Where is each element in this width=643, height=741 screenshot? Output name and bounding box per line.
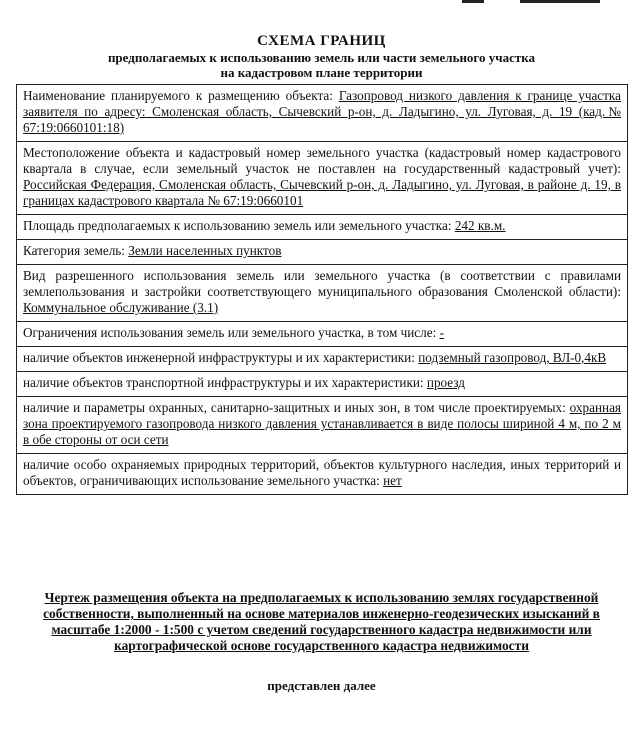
document-subtitle: предполагаемых к использованию земель или части земельного участка xyxy=(107,50,536,65)
row-value: Коммунальное обслуживание (3.1) xyxy=(23,300,219,315)
row-value: 242 кв.м. xyxy=(454,218,506,233)
table-row xyxy=(17,372,628,397)
table-row xyxy=(17,322,628,347)
table-cell xyxy=(17,215,628,240)
table-row xyxy=(17,397,628,454)
table-row xyxy=(17,265,628,322)
table-cell xyxy=(17,240,628,265)
table-row xyxy=(17,215,628,240)
row-label: Наименование планируемого к размещению объекта: xyxy=(23,88,333,103)
table-cell xyxy=(17,322,628,347)
table-row xyxy=(17,85,628,142)
table-cell xyxy=(17,85,628,142)
drawing-note xyxy=(20,590,623,654)
table-cell xyxy=(17,265,628,322)
table-row xyxy=(17,347,628,372)
row-label: наличие объектов транспортной инфраструктуры и их характеристики: xyxy=(23,375,424,390)
row-value: проезд xyxy=(426,375,466,390)
table-cell xyxy=(17,372,628,397)
table-cell xyxy=(17,454,628,495)
scan-mark xyxy=(462,0,484,3)
row-value: Земли населенных пунктов xyxy=(128,243,282,258)
table-cell xyxy=(17,347,628,372)
row-label: наличие и параметры охранных, санитарно-защитных и иных зон, в том числе проектируемых: xyxy=(23,400,566,415)
row-label: Категория земель: xyxy=(23,243,125,258)
row-value: Российская Федерация, Смоленская область, Сычевский р-он, д. Ладыгино, ул. Луговая, в районе д. 19, в границах кадастрового квартала № 67:19:0660101 xyxy=(23,177,621,208)
table-row xyxy=(17,142,628,215)
row-label: Площадь предполагаемых к использованию земель или земельного участка: xyxy=(23,218,452,233)
row-label: Вид разрешенного использования земель или земельного участка (в соответствии с правилами землепользования и застройки соответствующего муниципального образования Смоленской области): xyxy=(23,268,621,299)
row-value: - xyxy=(439,325,444,340)
row-value: нет xyxy=(383,473,402,488)
document-subtitle: на кадастровом плане территории xyxy=(220,65,423,80)
row-value: подземный газопровод, ВЛ-0,4кВ xyxy=(418,350,607,365)
table-row xyxy=(17,454,628,495)
boundary-info-table xyxy=(16,84,628,495)
table-row xyxy=(17,240,628,265)
row-label: Местоположение объекта и кадастровый номер земельного участка (кадастровый номер кадастрового квартала в случае, если земельный участок не поставлен на государственный кадастровый учет): xyxy=(23,145,621,176)
row-value: Газопровод низкого давления к границе участка заявителя по адресу: Смоленская область, Сычевский р-он, д. Ладыгино, ул. Луговая, д. 19 (кад.№ 67:19:0660101:18) xyxy=(23,88,621,135)
table-cell xyxy=(17,397,628,454)
table-cell xyxy=(17,142,628,215)
drawing-note-text: Чертеж размещения объекта на предполагаемых к использованию землях государственной собственности, выполненный на основе материалов инженерно-геодезических изысканий в масштабе 1:2000 - 1:500 с учетом сведений государственного кадастра недвижимости или картографической основе государственного кадастра недвижимости xyxy=(43,590,600,653)
presented-below-note: представлен далее xyxy=(267,678,376,693)
row-label: Ограничения использования земель или земельного участка, в том числе: xyxy=(23,325,437,340)
row-value: охранная зона проектируемого газопровода низкого давления устанавливается в виде полосы шириной 4 м, по 2 м в обе стороны от оси сети xyxy=(23,400,621,447)
document-title: СХЕМА ГРАНИЦ xyxy=(257,33,386,49)
scan-mark xyxy=(520,0,600,3)
row-label: наличие особо охраняемых природных территорий, объектов культурного наследия, иных территорий и объектов, ограничивающих использование земельного участка: xyxy=(23,457,621,488)
row-label: наличие объектов инженерной инфраструктуры и их характеристики: xyxy=(23,350,415,365)
